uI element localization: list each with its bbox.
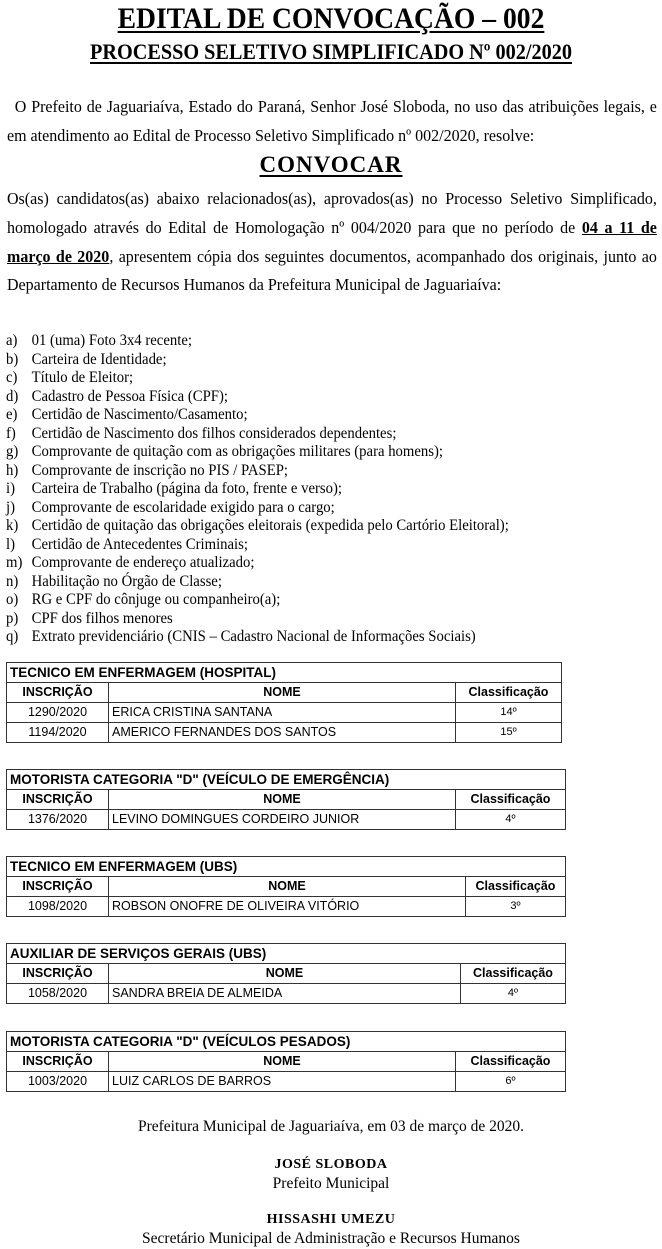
document-item (6, 406, 509, 425)
cell-classificacao: 4º (456, 810, 566, 830)
document-text: Certidão de quitação das obrigações eleitorais (expedida pelo Cartório Eleitoral); (31, 517, 509, 534)
signature-block-mayor (0, 1155, 662, 1193)
document-item (6, 591, 509, 610)
cell-inscricao: 1003/2020 (7, 1072, 109, 1092)
document-text: RG e CPF do cônjuge ou companheiro(a); (31, 591, 281, 608)
body-period: 04 a 11 de março de 2020 (7, 217, 657, 266)
document-item (6, 332, 509, 351)
document-item (6, 628, 509, 647)
job-category: TECNICO EM ENFERMAGEM (HOSPITAL) (7, 663, 562, 683)
job-category: AUXILIAR DE SERVIÇOS GERAIS (UBS) (7, 944, 566, 964)
document-item (6, 573, 509, 592)
convocar-heading (0, 150, 662, 180)
cell-nome: LEVINO DOMINGUES CORDEIRO JUNIOR (109, 810, 456, 830)
cell-classificacao: 15º (456, 723, 562, 743)
intro-paragraph: O Prefeito de Jaguariaíva, Estado do Paraná, Senhor José Sloboda, no uso das atribuições legais, e em atendimento ao Edital de Processo Seletivo Simplificado nº 002/2020, resolve: (7, 97, 657, 145)
column-header-inscricao: INSCRIÇÃO (7, 790, 109, 810)
page-subtitle (26, 37, 635, 67)
table-row (7, 703, 562, 723)
column-header-nome: NOME (109, 1052, 456, 1072)
job-category: TECNICO EM ENFERMAGEM (UBS) (7, 857, 566, 877)
signature-name: JOSÉ SLOBODA (274, 1157, 388, 1172)
document-letter: l) (6, 535, 15, 553)
column-header-classificacao: Classificação (461, 964, 566, 984)
page-title (26, 0, 635, 38)
document-text: Certidão de Antecedentes Criminais; (31, 535, 248, 553)
document-text: Comprovante de endereço atualizado; (31, 554, 255, 571)
table-header-row (7, 964, 566, 984)
document-item (6, 536, 509, 555)
cell-nome: SANDRA BREIA DE ALMEIDA (109, 984, 461, 1004)
table-category-row (7, 770, 566, 790)
document-letter: c) (6, 369, 18, 386)
edital-title-text: EDITAL DE CONVOCAÇÃO – 002 (117, 2, 545, 35)
document-text: Extrato previdenciário (CNIS – Cadastro Nacional de Informações Sociais) (31, 628, 476, 645)
body-text-part1: Os(as) candidatos(as) abaixo relacionados(as), aprovados(as) no Processo Seletivo Simplificado, homologado através do Edital de Homologação nº 004/2020 para que no período de (7, 189, 657, 237)
signature-role: Prefeito Municipal (272, 1175, 390, 1192)
cell-nome: LUIZ CARLOS DE BARROS (109, 1072, 456, 1092)
job-category: MOTORISTA CATEGORIA "D" (VEÍCULOS PESADOS) (7, 1032, 566, 1052)
document-letter: a) (6, 332, 18, 349)
table-header-row (7, 1052, 566, 1072)
signature-name: HISSASHI UMEZU (266, 1212, 396, 1227)
cell-nome: AMERICO FERNANDES DOS SANTOS (109, 723, 456, 743)
document-letter: o) (6, 591, 19, 608)
document-item (6, 388, 509, 407)
column-header-nome: NOME (109, 877, 466, 897)
cell-inscricao: 1376/2020 (7, 810, 109, 830)
job-category: MOTORISTA CATEGORIA "D" (VEÍCULO DE EMERGÊNCIA) (7, 770, 566, 790)
cell-inscricao: 1290/2020 (7, 703, 109, 723)
document-item (6, 610, 509, 629)
column-header-nome: NOME (109, 790, 456, 810)
column-header-classificacao: Classificação (456, 790, 566, 810)
document-item (6, 351, 509, 370)
document-letter: g) (6, 443, 19, 460)
cell-nome: ROBSON ONOFRE DE OLIVEIRA VITÓRIO (109, 897, 466, 917)
document-letter: d) (6, 387, 19, 405)
cell-inscricao: 1194/2020 (7, 723, 109, 743)
table-category-row (7, 944, 566, 964)
table-row (7, 897, 566, 917)
table-category-row (7, 857, 566, 877)
document-text: Título de Eleitor; (31, 369, 134, 386)
document-item (6, 554, 509, 573)
document-letter: f) (6, 424, 16, 442)
table-row (7, 984, 566, 1004)
cell-classificacao: 6º (456, 1072, 566, 1092)
column-header-classificacao: Classificação (456, 683, 562, 703)
cell-nome: ERICA CRISTINA SANTANA (109, 703, 456, 723)
candidate-table (6, 769, 566, 830)
table-row (7, 810, 566, 830)
body-text-part2: , apresentem cópia dos seguintes documentos, acompanhado dos originais, junto ao Departamento de Recursos Humanos da Prefeitura Municipal de Jaguariaíva: (7, 246, 657, 295)
table-row (7, 1072, 566, 1092)
body-paragraph (7, 185, 657, 300)
document-letter: i) (6, 480, 15, 497)
table-header-row (7, 877, 566, 897)
document-letter: e) (6, 406, 18, 423)
document-text: Carteira de Trabalho (página da foto, frente e verso); (31, 480, 343, 497)
candidate-table (6, 662, 562, 743)
document-item (6, 369, 509, 388)
cell-inscricao: 1058/2020 (7, 984, 109, 1004)
document-text: Comprovante de escolaridade exigido para o cargo; (31, 498, 335, 516)
document-letter: j) (6, 498, 15, 516)
document-item (6, 480, 509, 499)
table-category-row (7, 1032, 566, 1052)
document-item (6, 499, 509, 518)
signature-block-secretary (0, 1210, 662, 1248)
cell-classificacao: 4º (461, 984, 566, 1004)
document-item (6, 462, 509, 481)
documents-list (6, 332, 509, 647)
document-letter: n) (6, 572, 19, 590)
document-letter: p) (6, 609, 19, 627)
signature-role: Secretário Municipal de Administração e Recursos Humanos (142, 1230, 520, 1247)
document-letter: h) (6, 461, 19, 479)
document-item (6, 443, 509, 462)
convocar-text: CONVOCAR (259, 152, 403, 177)
table-category-row (7, 663, 562, 683)
cell-inscricao: 1098/2020 (7, 897, 109, 917)
document-text: Cadastro de Pessoa Física (CPF); (31, 387, 228, 405)
column-header-nome: NOME (109, 683, 456, 703)
document-item (6, 425, 509, 444)
column-header-inscricao: INSCRIÇÃO (7, 683, 109, 703)
document-text: Comprovante de inscrição no PIS / PASEP; (31, 461, 288, 479)
candidate-table (6, 1031, 566, 1092)
document-item (6, 517, 509, 536)
cell-classificacao: 3º (466, 897, 566, 917)
table-header-row (7, 683, 562, 703)
document-text: Carteira de Identidade; (31, 350, 167, 368)
document-text: CPF dos filhos menores (31, 609, 173, 627)
document-text: 01 (uma) Foto 3x4 recente; (31, 332, 192, 349)
cell-classificacao: 14º (456, 703, 562, 723)
document-text: Comprovante de quitação com as obrigações militares (para homens); (31, 443, 444, 460)
table-header-row (7, 790, 566, 810)
document-letter: q) (6, 628, 19, 645)
table-row (7, 723, 562, 743)
column-header-nome: NOME (109, 964, 461, 984)
place-date: Prefeitura Municipal de Jaguariaíva, em 03 de março de 2020. (137, 1118, 525, 1135)
candidate-table (6, 943, 566, 1004)
document-letter: b) (6, 350, 19, 368)
column-header-classificacao: Classificação (466, 877, 566, 897)
column-header-inscricao: INSCRIÇÃO (7, 877, 109, 897)
column-header-classificacao: Classificação (456, 1052, 566, 1072)
document-letter: m) (6, 554, 23, 571)
document-text: Certidão de Nascimento/Casamento; (31, 406, 248, 423)
document-text: Habilitação no Órgão de Classe; (31, 572, 222, 590)
column-header-inscricao: INSCRIÇÃO (7, 964, 109, 984)
document-text: Certidão de Nascimento dos filhos considerados dependentes; (31, 424, 397, 442)
column-header-inscricao: INSCRIÇÃO (7, 1052, 109, 1072)
process-subtitle-text: PROCESSO SELETIVO SIMPLIFICADO Nº 002/2020 (89, 39, 572, 64)
candidate-table (6, 856, 566, 917)
document-letter: k) (6, 517, 19, 534)
